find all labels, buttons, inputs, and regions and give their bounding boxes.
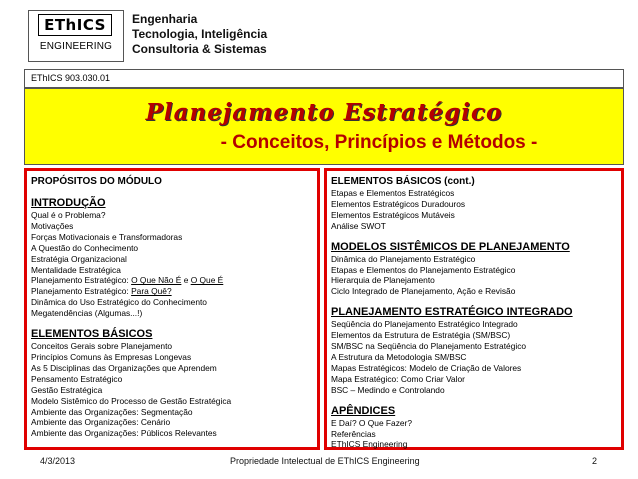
list-item: Princípios Comuns às Empresas Longevas (31, 351, 192, 362)
basic-elements-heading: ELEMENTOS BÁSICOS (31, 328, 153, 341)
list-item: Motivações (31, 220, 74, 231)
integrated-planning-heading: PLANEJAMENTO ESTRATÉGICO INTEGRADO (331, 306, 573, 319)
systemic-models-heading: MODELOS SISTÊMICOS DE PLANEJAMENTO (331, 240, 570, 253)
list-item: Qual é o Problema? (31, 210, 106, 220)
intro-heading: INTRODUÇÃO (31, 197, 106, 209)
list-item (31, 286, 313, 297)
what-it-is-not-link[interactable]: O Que Não É (131, 275, 182, 286)
page-number: 2 (592, 456, 598, 466)
list-item: Estratégia Organizacional (31, 253, 127, 264)
list-item: Megatendências (Algumas...!) (31, 308, 143, 319)
list-item: Pensamento Estratégico (31, 373, 123, 384)
list-item: Ambiente das Organizações: Públicos Relevantes (31, 428, 217, 439)
company-line: Engenharia (132, 12, 198, 26)
list-item: As 5 Disciplinas das Organizações que Aprendem (31, 362, 217, 373)
list-item: Elementos Estratégicos Mutáveis (331, 209, 455, 220)
left-panel (24, 168, 320, 450)
item-prefix: Planejamento Estratégico: (31, 275, 132, 286)
list-item (31, 275, 313, 286)
slide-subtitle: - Conceitos, Princípios e Métodos - (220, 132, 538, 153)
list-item: Mapa Estratégico: Como Criar Valor (331, 373, 465, 384)
document-code: EThICS 903.030.01 (24, 69, 624, 88)
list-item: A Questão do Conhecimento (31, 242, 139, 253)
list-item: SM/BSC na Seqüência do Planejamento Estratégico (331, 341, 527, 352)
list-item: Elementos da Estrutura de Estratégia (SM/BSC) (331, 330, 511, 341)
list-item: Ambiente das Organizações: Segmentação (31, 406, 193, 417)
slide-title: Planejamento Estratégico (145, 99, 503, 126)
footer-copyright: Propriedade Intelectual de EThICS Engineering (230, 456, 420, 466)
list-item: Ciclo Integrado de Planejamento, Ação e Revisão (331, 286, 516, 297)
list-item: Dinâmica do Planejamento Estratégico (331, 253, 476, 264)
list-item: Dinâmica do Uso Estratégico do Conhecimento (31, 297, 207, 308)
list-item: Conceitos Gerais sobre Planejamento (31, 341, 173, 352)
list-item: Hierarquia de Planejamento (331, 275, 435, 286)
purpose-heading: PROPÓSITOS DO MÓDULO (31, 176, 162, 187)
list-item: Análise SWOT (331, 220, 386, 231)
company-line: Tecnologia, Inteligência (132, 27, 268, 41)
list-item: A Estrutura da Metodologia SM/BSC (331, 351, 467, 362)
right-panel (324, 168, 624, 450)
company-description (132, 12, 267, 57)
company-logo (28, 10, 124, 62)
title-banner (24, 88, 624, 165)
list-item: Mentalidade Estratégica (31, 264, 121, 275)
list-item: Referências (331, 428, 376, 439)
list-item: Gestão Estratégica (31, 384, 103, 395)
list-item: Mapas Estratégicos: Modelo de Criação de Valores (331, 362, 522, 373)
list-item: Ambiente das Organizações: Cenário (31, 417, 171, 428)
item-connector: e (181, 275, 191, 286)
logo-subtitle: ENGINEERING (39, 41, 113, 52)
list-item: BSC – Medindo e Controlando (331, 384, 445, 395)
list-item: Etapas e Elementos do Planejamento Estratégico (331, 264, 516, 275)
list-item: E Daí? O Que Fazer? (331, 417, 412, 428)
list-item: Forças Motivacionais e Transformadoras (31, 231, 183, 242)
list-item: Seqüência do Planejamento Estratégico Integrado (331, 319, 518, 330)
list-item: Elementos Estratégicos Duradouros (331, 198, 466, 209)
list-item: Etapas e Elementos Estratégicos (331, 188, 455, 198)
list-item: EThICS Engineering (331, 439, 408, 450)
what-for-link[interactable]: Para Quê? (131, 286, 172, 297)
footer-date: 4/3/2013 (40, 456, 76, 466)
logo-wordmark: EThICS (38, 14, 112, 36)
appendices-heading: APÊNDICES (331, 404, 396, 417)
item-prefix: Planejamento Estratégico: (31, 286, 132, 297)
company-line: Consultoria & Sistemas (132, 42, 267, 56)
basic-elements-cont-heading: ELEMENTOS BÁSICOS (cont.) (331, 176, 475, 187)
what-it-is-link[interactable]: O Que É (190, 275, 224, 286)
list-item: Modelo Sistêmico do Processo de Gestão Estratégica (31, 395, 232, 406)
